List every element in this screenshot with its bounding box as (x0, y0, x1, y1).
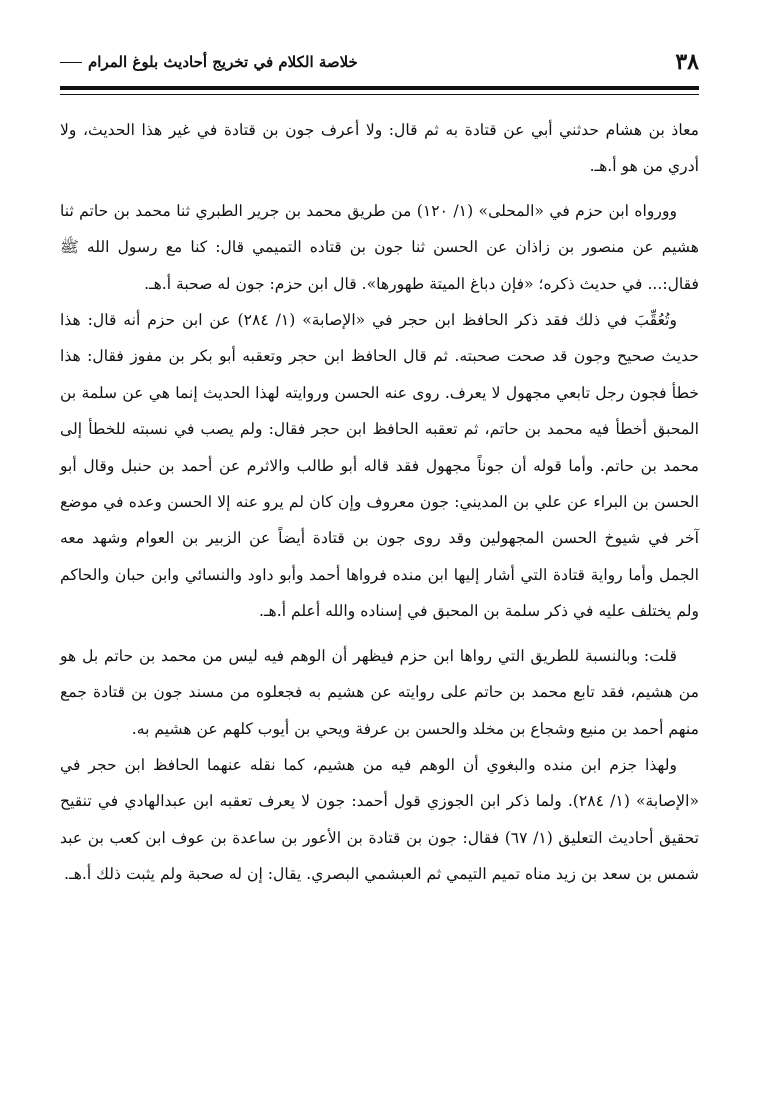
running-title (60, 53, 358, 71)
paragraph-3: وتُعُقِّبَ في ذلك فقد ذكر الحافظ ابن حجر في «الإصابة» (١/ ٢٨٤) عن ابن حزم أنه قال: هذا حديث صحيح وجون قد صحت صحبته. ثم قال الحافظ ابن حجر وتعقبه أبو بكر بن مفوز فقال: هذا خطأ فجون رجل تابعي مجهول لا يعرف. روى عنه الحسن وروايته لهذا الحديث إنما هي عن سلمة بن المحبق أخطأ فيه محمد بن حاتم، ثم تعقبه الحافظ ابن حجر فقال: ولم يصب في نسبته للخطأ إلى محمد بن حاتم. وأما قوله أن جوناً مجهول فقد قاله أبو طالب والاثرم عن أحمد بن حنبل وقال أبو الحسن بن البراء عن علي بن المديني: جون معروف وإن كان لم يرو عنه إلا الحسن وعده في موضع آخر في شيوخ الحسن المجهولين وقد روى جون بن قتادة أيضاً عن الزبير بن العوام وشهد معه الجمل وأما رواية قتادة التي أشار إليها ابن منده فرواها أحمد وأبو داود والنسائي وابن حبان والحاكم ولم يختلف عليه في ذكر سلمة بن المحبق في إسناده والله أعلم أ.هـ. (60, 311, 699, 621)
paragraph-4: قلت: وبالنسبة للطريق التي رواها ابن حزم فيظهر أن الوهم فيه ليس من محمد بن حاتم بل هو من هشيم، فقد تابع محمد بن حاتم على روايته عن هشيم به فجعلوه من مسند جون بن قتادة جمع منهم أحمد بن منيع وشجاع بن مخلد والحسن بن عرفة ويحي بن أيوب كلهم عن هشيم به. (60, 646, 699, 738)
running-title-text: خلاصة الكلام في تخريج أحاديث بلوغ المرام (88, 53, 358, 71)
page-number: ٣٨ (675, 49, 699, 75)
header-rule-thick (60, 86, 699, 90)
body-text (60, 112, 699, 893)
page-header (60, 44, 699, 80)
paragraph-5: ولهذا جزم ابن منده والبغوي أن الوهم فيه من هشيم، كما نقله عنهما الحافظ ابن حجر في «الإصابة» (١/ ٢٨٤). ولما ذكر ابن الجوزي قول أحمد: جون لا يعرف تعقبه ابن عبدالهادي في تنقيح تحقيق أحاديث التعليق (١/ ٦٧) فقال: جون بن قتادة بن الأعور بن ساعدة بن عوف ابن كعب بن عبد شمس بن سعد بن زيد مناه تميم التيمي ثم العبشمي البصري. يقال: إن له صحبة ولم يثبت ذلك أ.هـ. (60, 755, 700, 884)
paragraph-2: وورواه ابن حزم في «المحلى» (١/ ١٢٠) من طريق محمد بن جرير الطبري ثنا محمد بن حاتم ثنا هشيم عن منصور بن زاذان عن الحسن ثنا جون بن قتاده التميمي قال: كنا مع رسول الله ﷺ فقال:... في حديث ذكره؛ «فإن دباغ الميتة طهورها». قال ابن حزم: جون له صحبة أ.هـ. (60, 201, 699, 293)
title-dash (60, 62, 82, 63)
header-rule-thin (60, 94, 699, 95)
paragraph-1: معاذ بن هشام حدثني أبي عن قتادة به ثم قال: ولا أعرف جون بن قتادة في غير هذا الحديث، ولا أدري من هو أ.هـ. (60, 121, 699, 176)
